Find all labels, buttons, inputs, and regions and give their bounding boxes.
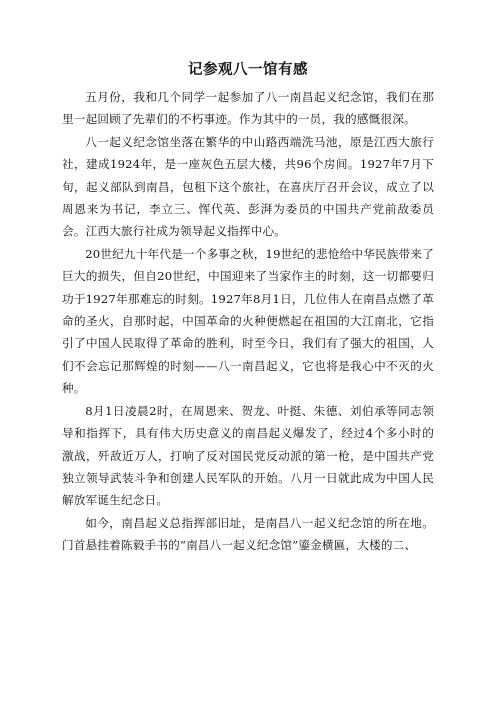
paragraph-4: 8月1日凌晨2时，在周恩来、贺龙、叶挺、朱德、刘伯承等同志领导和指挥下，具有伟大历史意义的南昌起义爆发了，经过4个多小时的激战，歼敌近万人，打响了反对国民党反动派的第一枪，是中国共产党独立领导武装斗争和创建人民军队的开始。八月一日就此成为中国人民解放军诞生纪念日。 bbox=[62, 403, 434, 508]
paragraph-5: 如今，南昌起义总指挥部旧址，是南昌八一起义纪念馆的所在地。门首悬挂着陈毅手书的“南昌八一起义纪念馆”鎏金横匾，大楼的二、 bbox=[62, 515, 434, 553]
paragraph-2: 八一起义纪念馆坐落在繁华的中山路西端洗马池，原是江西大旅行社，建成1924年，是一座灰色五层大楼，共96个房间。1927年7月下旬，起义部队到南昌，包租下这个旅社，在喜庆厅召开会议，成立了以周恩来为书记，李立三、恽代英、彭湃为委员的中国共产党前敌委员会。江西大旅行社成为领导起义指挥中心。 bbox=[62, 134, 434, 239]
document-title: 记参观八一馆有感 bbox=[188, 62, 308, 78]
paragraph-3: 20世纪九十年代是一个多事之秋，19世纪的悲怆给中华民族带来了巨大的损失，但自20世纪，中国迎来了当家作主的时刻，这一切都要归功于1927年那难忘的时刻。1927年8月1日，几位伟人在南昌点燃了革命的圣火，自那时起，中国革命的火种便燃起在祖国的大江南北，它指引了中国人民取得了革命的胜利，时至今日，我们有了强大的祖国，人们不会忘记那辉煌的时刻——八一南昌起义，它也将是我心中不灭的火种。 bbox=[62, 246, 434, 396]
document-page bbox=[62, 60, 434, 557]
paragraph-1: 五月份，我和几个同学一起参加了八一南昌起义纪念馆，我们在那里一起回顾了先辈们的不朽事迹。作为其中的一员，我的感慨很深。 bbox=[62, 90, 434, 127]
